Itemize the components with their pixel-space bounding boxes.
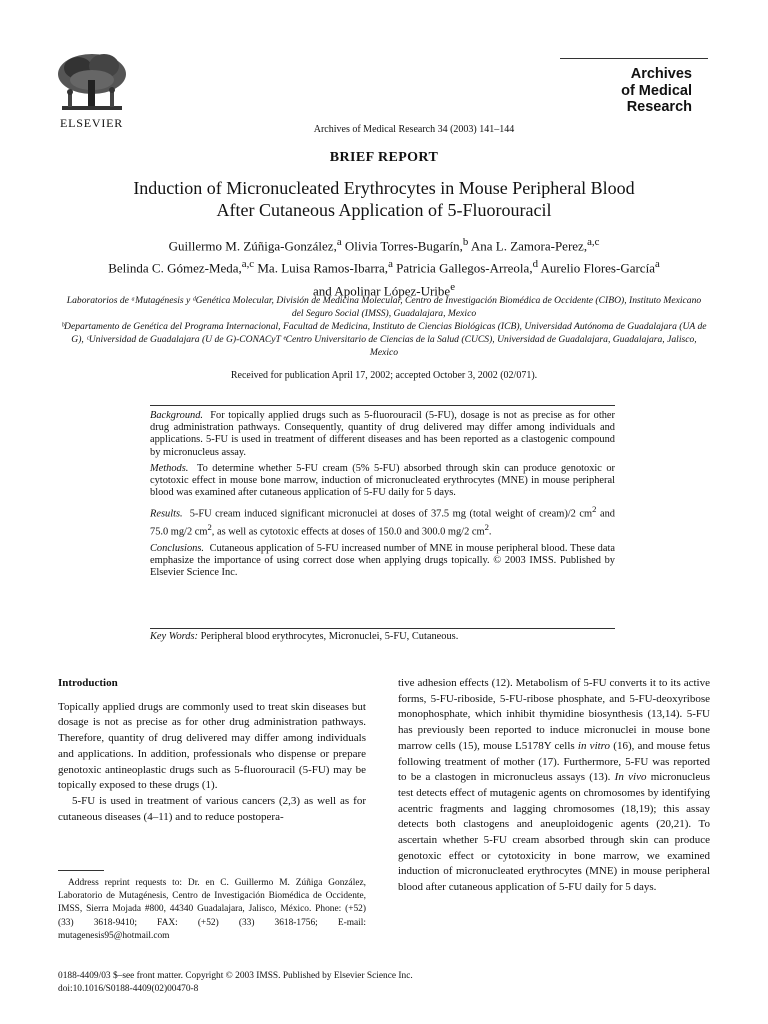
paragraph-italic: In vivo bbox=[614, 771, 647, 784]
author-name: Olivia Torres-Bugarín, bbox=[341, 238, 463, 254]
author-line bbox=[60, 233, 708, 255]
paragraph bbox=[398, 676, 710, 896]
keywords-text: Peripheral blood erythrocytes, Micronuclei, 5-FU, Cutaneous. bbox=[198, 631, 459, 642]
author-affil-sup: a,c bbox=[241, 258, 255, 271]
affiliations bbox=[60, 294, 708, 359]
article-title bbox=[60, 177, 708, 221]
journal-brand bbox=[602, 66, 692, 116]
author-name: and Apolinar López-Uribe bbox=[313, 282, 451, 298]
abstract-text: , as well as cytotoxic effects at doses of 150.0 and 300.0 mg/2 cm bbox=[211, 526, 485, 538]
footnote-rule bbox=[58, 870, 104, 871]
paragraph: 5-FU is used in treatment of various cancers (2,3) as well as for cutaneous diseases (4–11) and to reduce postopera- bbox=[58, 794, 366, 823]
paragraph: Topically applied drugs are commonly used to treat skin diseases but dosage is not as precise as for other drug administration pathways. Therefore, quantity of drug delivered may differ among individuals and applications. In addition, professionals who dispense or prepare genotoxic antineoplastic drugs such as 5-fluorouracil (5-FU) may be topically exposed to these drugs (1). bbox=[58, 700, 366, 792]
abstract bbox=[150, 410, 615, 583]
body-column-right bbox=[398, 676, 710, 896]
abstract-top-rule bbox=[150, 405, 615, 406]
author-name: Aurelio Flores-García bbox=[538, 260, 655, 276]
abstract-text: and 75.0 mg/2 cm bbox=[150, 508, 615, 538]
paragraph-italic: in vitro bbox=[577, 739, 611, 752]
abstract-methods bbox=[150, 463, 615, 500]
footnote: Address reprint requests to: Dr. en C. Guillermo M. Zúñiga González, Laboratorio de Mutagénesis, Centro de Investigación Biomédica de Occidente, IMSS, Sierra Mojada #800, 44340 Guadalajara, Jalisco, México. Phone: (+52) (33) 3618-9410; FAX: (+52) (33) 3618-1756; E-mail: mutagenesis95@hotmail.com bbox=[58, 878, 366, 941]
author-affil-sup: b bbox=[462, 236, 469, 248]
section-label: BRIEF REPORT bbox=[329, 150, 439, 165]
keywords bbox=[150, 631, 615, 642]
paragraph-text: micronucleus test detects effect of mutagenic agents on chromosomes by identifying acentric fragments and lagging chromosomes (18,19); this assay detects both clastogens and aneuploidogenic agents (20,21). To ascertain whether 5-FU cream absorbed through skin can produce genotoxic effect or cytotoxicity in bone marrow, we examined induction of micronucleated erythrocytes (MNE) in mouse peripheral blood after cutaneous application of 5-FU daily for 5 days. bbox=[398, 771, 711, 894]
author-affil-sup: a bbox=[654, 258, 660, 271]
elsevier-tree-logo bbox=[52, 50, 132, 116]
publisher-name: ELSEVIER bbox=[60, 116, 124, 130]
section-heading: Introduction bbox=[58, 677, 118, 689]
author-name: Ma. Luisa Ramos-Ibarra, bbox=[254, 260, 389, 276]
body-column-left bbox=[58, 676, 366, 825]
abstract-label: Conclusions. bbox=[150, 542, 204, 554]
received-dates: Received for publication April 17, 2002; accepted October 3, 2002 (02/071). bbox=[230, 370, 538, 381]
journal-citation: Archives of Medical Research 34 (2003) 141–144 bbox=[313, 124, 515, 135]
abstract-results: Results. 5-FU cream induced significant micronuclei at doses of 37.5 mg (total weight of cream)/2 $cm^2$ and 75.0 mg/2 $cm^2$, as well as cytotoxic effects at doses of 150.0 and 300.0 mg/2 $cm^2$. bbox=[150, 504, 615, 538]
journal-brand-line: Research bbox=[626, 99, 692, 115]
author-affil-sup: e bbox=[450, 280, 455, 293]
author-affil-sup: d bbox=[532, 258, 538, 271]
page-footer bbox=[58, 970, 658, 996]
abstract-text: For topically applied drugs such as 5-fluorouracil (5-FU), dosage is not as precise as for other drug administration pathways. Consequently, quantity of drug delivered may differ among individuals and applications. 5-FU is used in treatment of different diseases and has been reported as a clastogenic compound by micronucleus assay. bbox=[150, 410, 615, 458]
footer-copyright: 0188-4409/03 $–see front matter. Copyright © 2003 IMSS. Published by Elsevier Science Inc. bbox=[58, 971, 413, 981]
author-affil-sup: a bbox=[336, 236, 342, 248]
author-name: Belinda C. Gómez-Meda, bbox=[108, 260, 242, 276]
footer-doi: doi:10.1016/S0188-4409(02)00470-8 bbox=[58, 984, 199, 994]
author-name: Guillermo M. Zúñiga-González, bbox=[168, 238, 337, 254]
abstract-label: Results. bbox=[150, 508, 183, 520]
abstract-text: Cutaneous application of 5-FU increased number of MNE in mouse peripheral blood. These data emphasize the importance of using correct dose when applying drugs topically. © 2003 IMSS. Published by Elsevier Science Inc. bbox=[150, 542, 615, 579]
author-list bbox=[60, 233, 708, 300]
author-affil-sup: a bbox=[388, 258, 393, 271]
brand-rule bbox=[560, 58, 708, 59]
author-line bbox=[60, 255, 708, 277]
abstract-text: 5-FU cream induced significant micronuclei at doses of 37.5 mg (total weight of cream)/2 cm bbox=[189, 508, 593, 520]
paragraph-text: (16), and mouse fetus following treatment of mother (17). Furthermore, 5-FU was reported to be a clastogen in micronucleus assays (13). bbox=[398, 739, 711, 784]
abstract-label: Background. bbox=[150, 410, 203, 421]
author-name: Ana L. Zamora-Perez, bbox=[468, 238, 588, 254]
abstract-bottom-rule bbox=[150, 628, 615, 629]
journal-brand-line: Archives bbox=[630, 66, 692, 82]
affiliation: ᵇDepartamento de Genética del Programa Internacional, Facultad de Medicina, Instituto de Ciencias Biológicas (ICB), Universidad Autónoma de Guadalajara (UA de G), ᶜUniversidad de Guadalajara (U de G)-CONACyT ᵉCentro Universitario de Ciencias de la Salud (CUCS), Universidad de Guadalajara, Guadalajara, Jalisco, Mexico bbox=[61, 321, 707, 358]
paragraph-text: tive adhesion effects (12). Metabolism of 5-FU converts it to its active forms, 5-FU-riboside, 5-FU-ribose phosphate, and 5-FU-deoxyribose monophosphate, which inhibit thymidine biosynthesis (13,14). 5-FU has previously been reported to induce micronuclei in mouse bone marrow cells (15), mouse L5178Y cells bbox=[398, 677, 710, 752]
abstract-background bbox=[150, 410, 615, 459]
author-affil-sup: a,c bbox=[587, 236, 600, 248]
abstract-label: Methods. bbox=[150, 462, 189, 474]
journal-brand-line: of Medical bbox=[621, 82, 692, 99]
abstract-text: . bbox=[488, 526, 492, 538]
keywords-label: Key Words: bbox=[150, 631, 199, 642]
affiliation: Laboratorios de ᵃMutagénesis y ᵈGenética Molecular, División de Medicina Molecular, Centro de Investigación Biomédica de Occidente (CIBO), Instituto Mexicano del Seguro Social (IMSS), Guadalajara, Mexico bbox=[66, 295, 702, 319]
abstract-conclusions bbox=[150, 543, 615, 580]
abstract-text: To determine whether 5-FU cream (5% 5-FU) absorbed through skin can produce genotoxic or cytotoxic effect in mouse bone marrow, induction of micronucleated erythrocytes (MNE) in mouse peripheral blood was examined after cutaneous application of 5-FU daily for 5 days. bbox=[150, 462, 615, 499]
title-line: Induction of Micronucleated Erythrocytes in Mouse Peripheral Blood bbox=[133, 178, 635, 198]
author-name: Patricia Gallegos-Arreola, bbox=[392, 260, 533, 276]
title-line: After Cutaneous Application of 5-Fluorouracil bbox=[216, 200, 552, 220]
